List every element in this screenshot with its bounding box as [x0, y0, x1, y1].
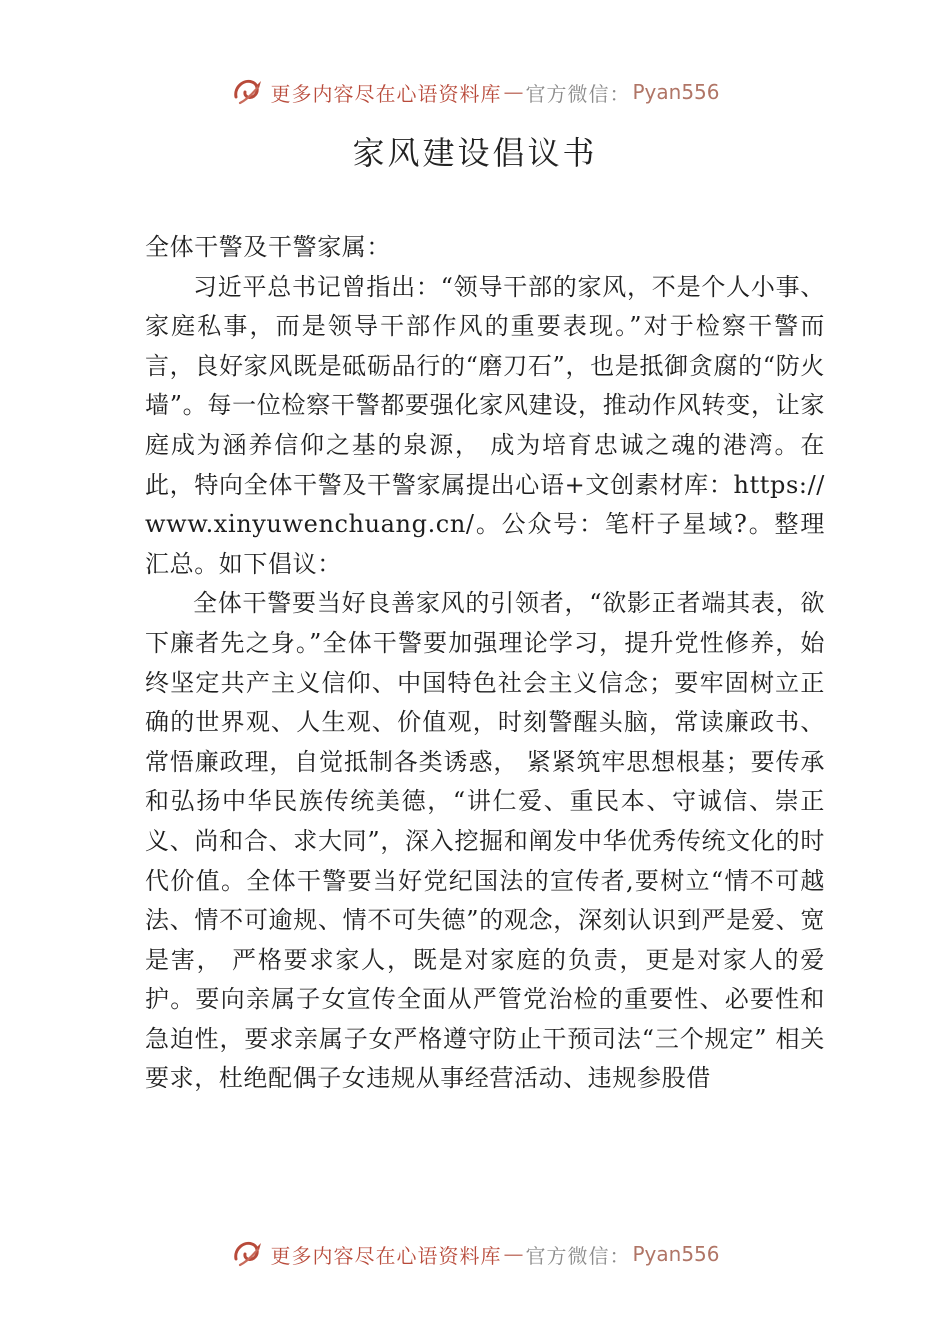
banner-promo-text: 更多内容尽在心语资料库	[270, 81, 502, 106]
banner-official-label: 官方微信：	[525, 1243, 631, 1268]
banner-official-label: 官方微信：	[525, 81, 631, 106]
banner-separator: —	[503, 80, 524, 104]
document-title: 家风建设倡议书	[352, 134, 598, 172]
salutation: 全体干警及干警家属：	[145, 233, 391, 261]
document-body	[145, 228, 825, 1099]
footer-banner	[0, 1234, 950, 1274]
pen-swirl-logo-icon	[230, 1237, 264, 1271]
banner-account-id: Pyan556	[632, 1242, 720, 1266]
pen-swirl-logo-icon	[230, 75, 264, 109]
banner-account-id: Pyan556	[632, 80, 720, 104]
banner-separator: —	[503, 1242, 524, 1266]
paragraph-intro: 习近平总书记曾指出：“领导干部的家风，不是个人小事、家庭私事，而是领导干部作风的重要表现。”对于检察干警而言，良好家风既是砥砺品行的“磨刀石”，也是抵御贪腐的“防火墙”。每一位检察干警都要强化家风建设，推动作风转变，让家庭成为涵养信仰之基的泉源， 成为培育忠诚之魂的港湾。在此，特向全体干警及干警家属提出心语+文创素材库：https://www.xinyuwenchuang.cn/。公众号：笔杆子星域?。整理汇总。如下倡议：	[145, 272, 825, 578]
header-banner	[0, 72, 950, 112]
banner-promo-text: 更多内容尽在心语资料库	[270, 1243, 502, 1268]
paragraph-proposal: 全体干警要当好良善家风的引领者，“欲影正者端其表，欲下廉者先之身。”全体干警要加强理论学习，提升党性修养，始终坚定共产主义信仰、中国特色社会主义信念；要牢固树立正确的世界观、人生观、价值观，时刻警醒头脑，常读廉政书、常悟廉政理，自觉抵制各类诱惑， 紧紧筑牢思想根基；要传承和弘扬中华民族传统美德，“讲仁爱、重民本、守诚信、崇正义、尚和合、求大同”，深入挖掘和阐发中华优秀传统文化的时代价值。全体干警要当好党纪国法的宣传者,要树立“情不可越法、情不可逾规、情不可失德”的观念，深刻认识到严是爱、宽是害， 严格要求家人，既是对家庭的负责，更是对家人的爱护。要向亲属子女宣传全面从严管党治检的重要性、必要性和急迫性，要求亲属子女严格遵守防止干预司法“三个规定” 相关要求，杜绝配偶子女违规从事经营活动、违规参股借	[145, 589, 825, 1093]
